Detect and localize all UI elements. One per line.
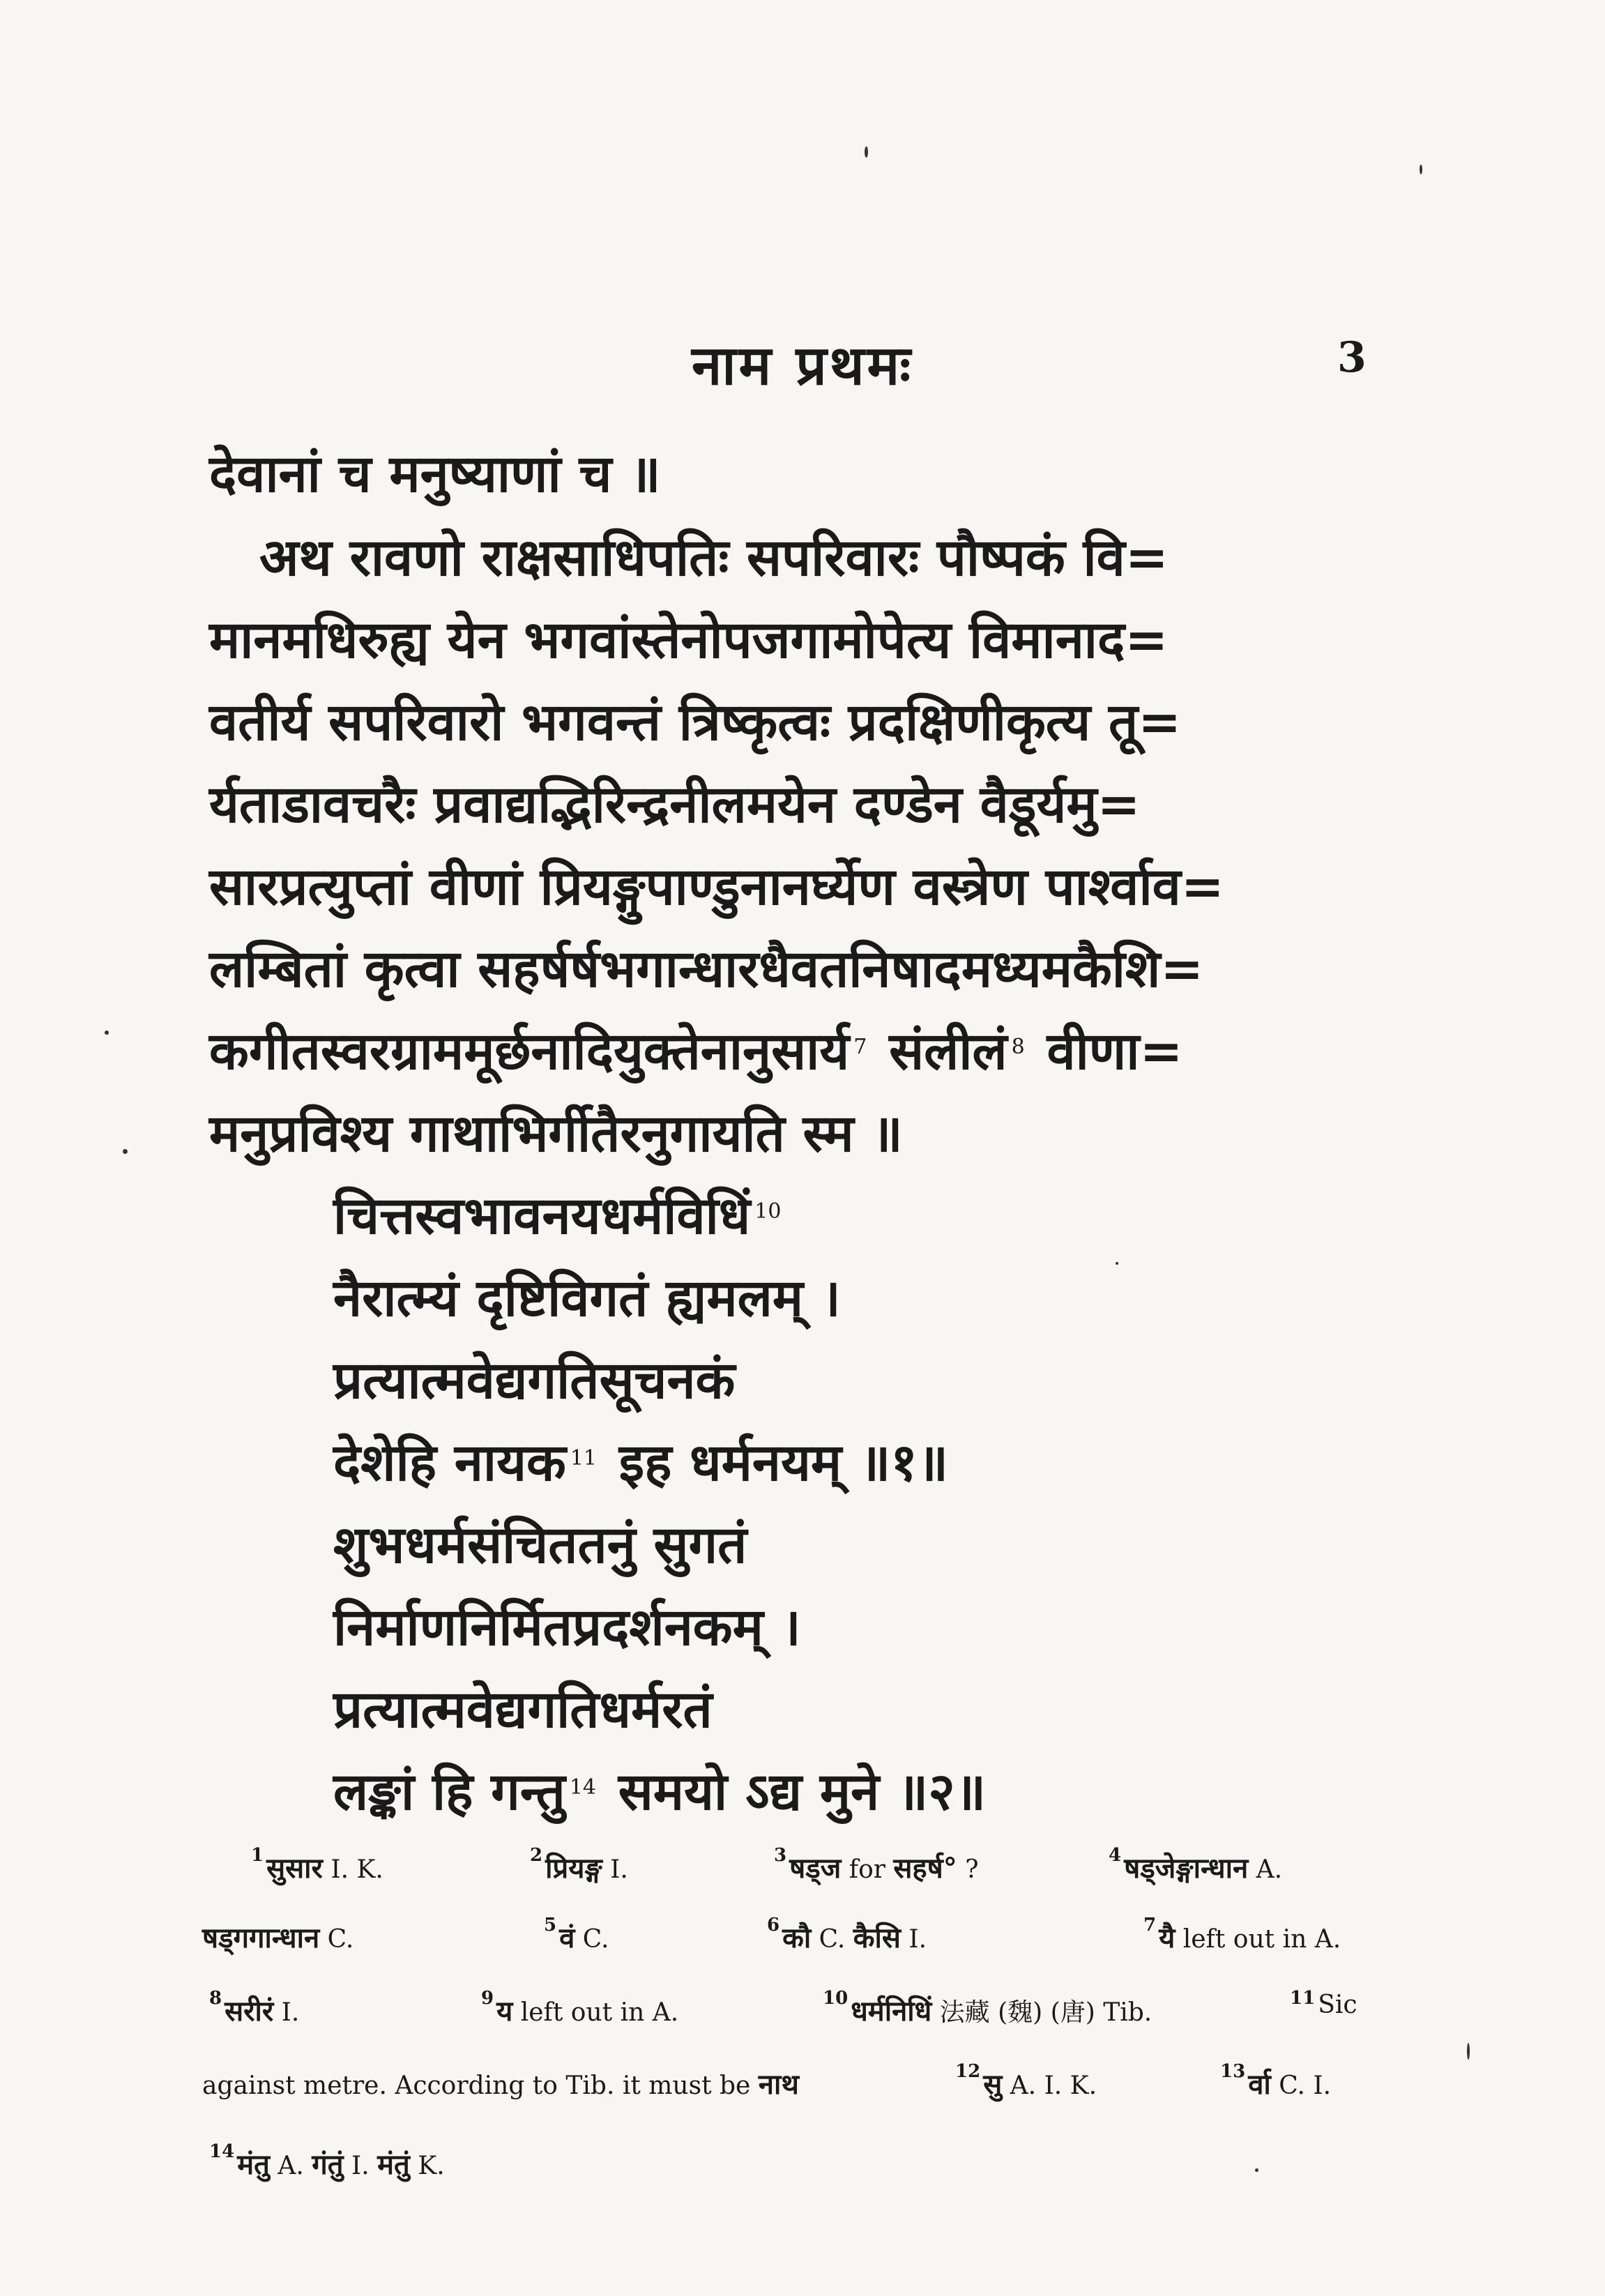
prose-line: र्यताडावचरैः प्रवाद्यद्भिरिन्द्रनीलमयेन दण्डेन वैडूर्यमु= — [209, 775, 1141, 835]
scan-speck — [123, 1149, 128, 1154]
footnote: $^{13}$ र्वा C. I. — [1220, 2061, 1332, 2101]
footnote-row — [202, 1845, 1401, 1896]
scan-speck — [1420, 165, 1422, 174]
footnote: $^2$ प्रियङ्ग I. — [530, 1845, 628, 1885]
verse-text: चित्तस्वभावनयधर्मविधिं — [333, 1186, 751, 1246]
prose-line: वतीर्य सपरिवारो भगवन्तं त्रिष्कृत्वः प्रदक्षिणीकृत्य तू= — [209, 692, 1182, 752]
page-number: 3 — [1337, 333, 1367, 382]
footnote-marker: 11 — [570, 1446, 598, 1470]
footnote: $^5$ वं C. — [544, 1915, 609, 1954]
prose-line-text: कगीतस्वरग्राममूर्छनादियुक्तेनानुसार्य — [209, 1021, 850, 1081]
scan-speck — [1116, 1262, 1118, 1265]
prose-line: मानमधिरुह्य येन भगवांस्तेनोपजगामोपेत्य विमानाद= — [209, 610, 1169, 670]
verse-text: देशेहि नायक — [333, 1433, 566, 1493]
footnote-marker: 10 — [754, 1199, 782, 1224]
footnote-marker: 7 — [853, 1035, 867, 1059]
footnote: $^4$ षड्जेङ्गान्धान A. — [1109, 1845, 1283, 1885]
prose-line — [209, 1017, 1182, 1086]
footnote-row — [202, 2061, 1401, 2113]
scan-speck — [1467, 2043, 1470, 2060]
footnote: $^7$ यै left out in A. — [1143, 1915, 1341, 1954]
footnote: $^9$ य left out in A. — [481, 1988, 679, 2028]
prose-line-end: वीणा= — [1047, 1021, 1183, 1081]
footnote: $^8$ सरीरं I. — [209, 1988, 300, 2028]
footnote: $^{11}$ Sic — [1290, 1988, 1357, 2019]
prose-line: मनुप्रविश्य गाथाभिर्गीतैरनुगायति स्म ॥ — [209, 1104, 903, 1164]
footnote: $^6$ कौ C. कैसि I. — [767, 1915, 927, 1954]
verse-text: लङ्कां हि गन्तु — [333, 1762, 565, 1822]
verse-line: शुभधर्मसंचिततनुं सुगतं — [333, 1515, 747, 1575]
footnote: $^3$ षड्ज for सहर्ष° ? — [774, 1845, 979, 1885]
prose-line: देवानां च मनुष्याणां च ॥ — [209, 444, 661, 504]
verse-line — [333, 1757, 986, 1827]
prose-line-word: संलीलं — [889, 1021, 1007, 1081]
scan-speck — [865, 146, 868, 158]
scan-speck — [1255, 2168, 1258, 2172]
footnote-marker: 14 — [569, 1775, 596, 1800]
verse-line: प्रत्यात्मवेद्यगतिसूचनकं — [333, 1351, 736, 1411]
scan-speck — [105, 1031, 109, 1035]
footnote-row — [202, 1917, 1401, 1966]
verse-text: समयो ऽद्य मुने ॥२॥ — [618, 1762, 987, 1822]
verse-line: प्रत्यात्मवेद्यगतिधर्मरतं — [333, 1680, 713, 1740]
verse-line: निर्माणनिर्मितप्रदर्शनकम् । — [333, 1597, 801, 1657]
footnote-marker: 8 — [1011, 1035, 1025, 1059]
footnote-row — [202, 2141, 1401, 2193]
prose-line: लम्बितां कृत्वा सहर्षर्षभगान्धारधैवतनिषादमध्यमकैशि= — [209, 939, 1204, 999]
verse-line — [333, 1181, 785, 1251]
footnote: $^{12}$ सु A. I. K. — [955, 2061, 1097, 2101]
footnote: $^{14}$ मंतु A. गंतुं I. मंतुं K. — [209, 2141, 445, 2181]
footnote-row — [202, 1988, 1401, 2039]
prose-line: सारप्रत्युप्तां वीणां प्रियङ्गुपाण्डुनानर्घ्येण वस्त्रेण पार्श्वाव= — [209, 857, 1224, 917]
verse-line: नैरात्म्यं दृष्टिविगतं ह्यमलम् । — [333, 1268, 841, 1328]
page-title: नाम प्रथमः — [692, 334, 913, 397]
verse-line — [333, 1428, 948, 1498]
prose-line: अथ रावणो राक्षसाधिपतिः सपरिवारः पौष्पकं वि= — [259, 528, 1169, 588]
footnote: against metre. According to Tib. it must be नाथ — [202, 2068, 799, 2101]
footnote: षड्गगान्धान C. — [202, 1922, 354, 1954]
footnote: $^1$ सुसार I. K. — [251, 1845, 383, 1885]
verse-text: इह धर्मनयम् ॥१॥ — [618, 1433, 949, 1493]
footnote: $^{10}$ धर्मनिधिं 法藏 (魏) (唐) Tib. — [823, 1988, 1153, 2028]
